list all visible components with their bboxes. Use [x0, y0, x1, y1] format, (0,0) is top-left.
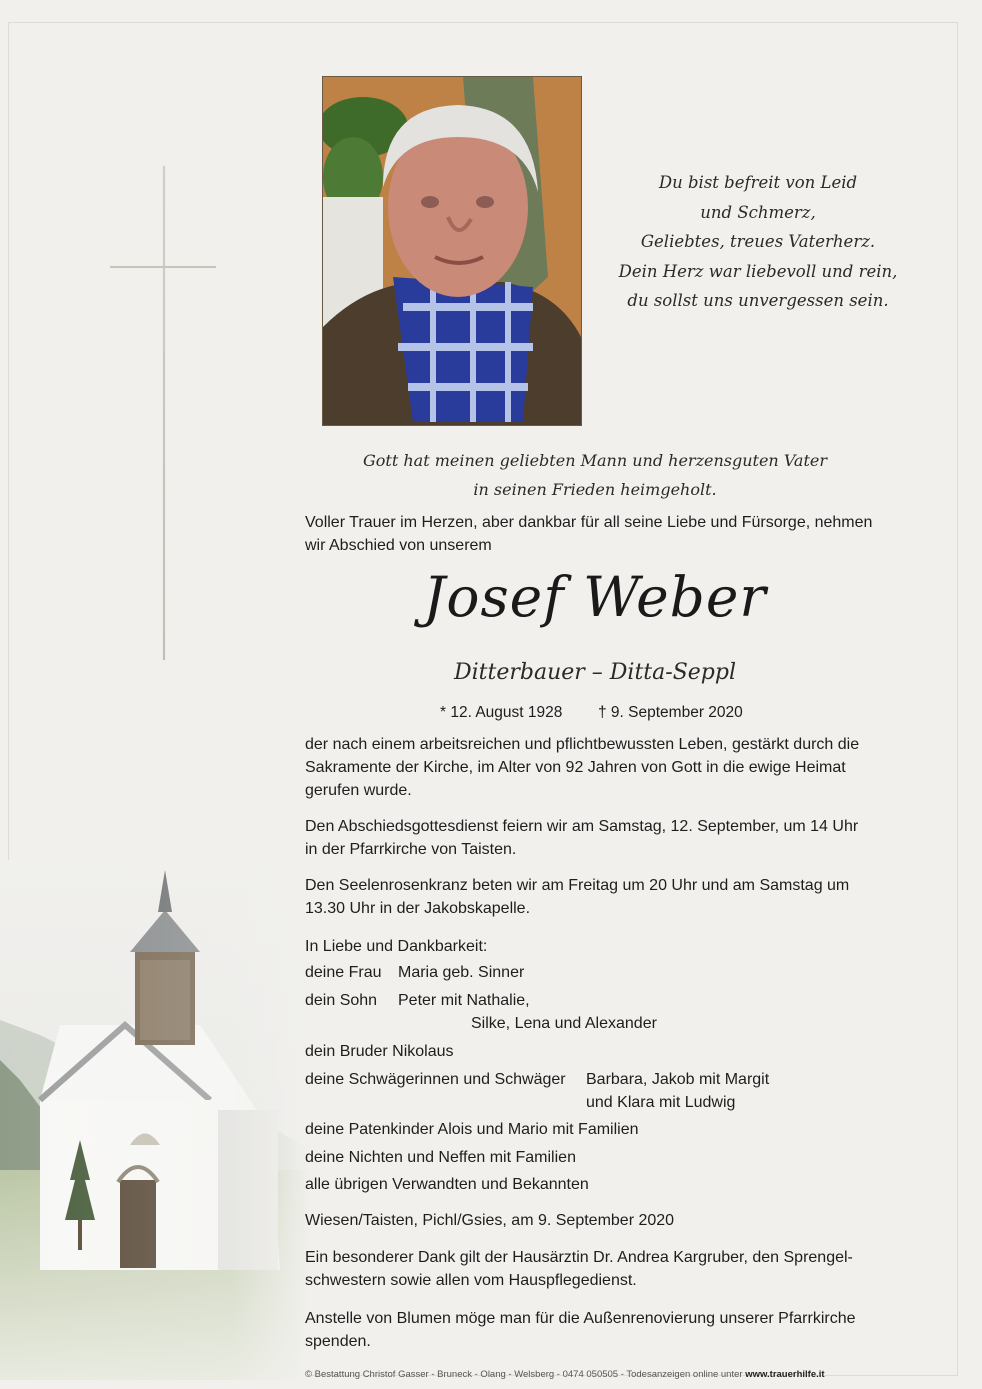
life-line: gerufen wurde.	[305, 782, 412, 799]
footer-text: © Bestattung Christof Gasser - Bruneck - Olang - Welsberg - 0474 050505 - Todesanzeigen online unter	[305, 1369, 743, 1380]
poem-line: du sollst uns unvergessen sein.	[627, 291, 889, 310]
mourner-name: Barbara, Jakob mit Margit	[586, 1071, 770, 1088]
intro-line: wir Abschied von unserem	[305, 537, 492, 554]
poem	[600, 168, 916, 316]
cross-icon	[163, 166, 165, 660]
motto	[304, 446, 886, 504]
mourner-label: deine Frau	[305, 964, 382, 981]
thanks-line: Ein besonderer Dank gilt der Hausärztin Dr. Andrea Kargruber, den Sprengel-	[305, 1249, 853, 1266]
mourner-label: deine Schwägerinnen und Schwäger	[305, 1071, 566, 1088]
poem-line: und Schmerz,	[700, 202, 816, 222]
motto-line: Gott hat meinen geliebten Mann und herzensguten Vater	[363, 451, 827, 470]
death-date: † 9. September 2020	[598, 704, 743, 721]
rosary-line: Den Seelenrosenkranz beten wir am Freitag um 20 Uhr und am Samstag um	[305, 877, 850, 894]
rosary-line: 13.30 Uhr in der Jakobskapelle.	[305, 900, 531, 917]
mourner-name: Maria geb. Sinner	[398, 964, 525, 981]
mourner-name: dein Bruder Nikolaus	[305, 1043, 454, 1060]
mourner-name: Silke, Lena und Alexander	[471, 1015, 657, 1032]
mourner-name: Peter mit Nathalie,	[398, 992, 530, 1009]
mourner-name: deine Patenkinder Alois und Mario mit Familien	[305, 1121, 639, 1138]
cross-icon-bar	[110, 266, 216, 268]
mourner-name: und Klara mit Ludwig	[586, 1094, 736, 1111]
motto-line: in seinen Frieden heimgeholt.	[473, 480, 717, 499]
chapel-illustration	[0, 860, 310, 1380]
intro-line: Voller Trauer im Herzen, aber dankbar für all seine Liebe und Fürsorge, nehmen	[305, 514, 873, 531]
footer	[305, 1368, 825, 1381]
poem-line: Dein Herz war liebevoll und rein,	[618, 261, 898, 281]
footer-link[interactable]: www.trauerhilfe.it	[745, 1369, 825, 1380]
thanks-line: schwestern sowie allen vom Hauspflegedienst.	[305, 1272, 637, 1289]
portrait-photo	[322, 76, 582, 426]
flowers-line: spenden.	[305, 1333, 371, 1350]
nickname: Ditterbauer – Ditta-Seppl	[454, 660, 736, 685]
flowers-line: Anstelle von Blumen möge man für die Außenrenovierung unserer Pfarrkirche	[305, 1310, 856, 1327]
service-line: Den Abschiedsgottesdienst feiern wir am Samstag, 12. September, um 14 Uhr	[305, 818, 859, 835]
mourner-name: alle übrigen Verwandten und Bekannten	[305, 1176, 589, 1193]
mourner-name: deine Nichten und Neffen mit Familien	[305, 1149, 576, 1166]
poem-line: Du bist befreit von Leid	[658, 173, 858, 192]
service-line: in der Pfarrkirche von Taisten.	[305, 841, 517, 858]
mourners-heading: In Liebe und Dankbarkeit:	[305, 938, 488, 955]
poem-line: Geliebtes, treues Vaterherz.	[640, 232, 876, 251]
place-date: Wiesen/Taisten, Pichl/Gsies, am 9. September 2020	[305, 1212, 675, 1229]
birth-date: * 12. August 1928	[440, 704, 563, 721]
mourner-label: dein Sohn	[305, 992, 378, 1009]
life-line: Sakramente der Kirche, im Alter von 92 Jahren von Gott in die ewige Heimat	[305, 759, 846, 776]
life-line: der nach einem arbeitsreichen und pflichtbewussten Leben, gestärkt durch die	[305, 736, 860, 753]
deceased-name: Josef Weber	[423, 565, 767, 629]
